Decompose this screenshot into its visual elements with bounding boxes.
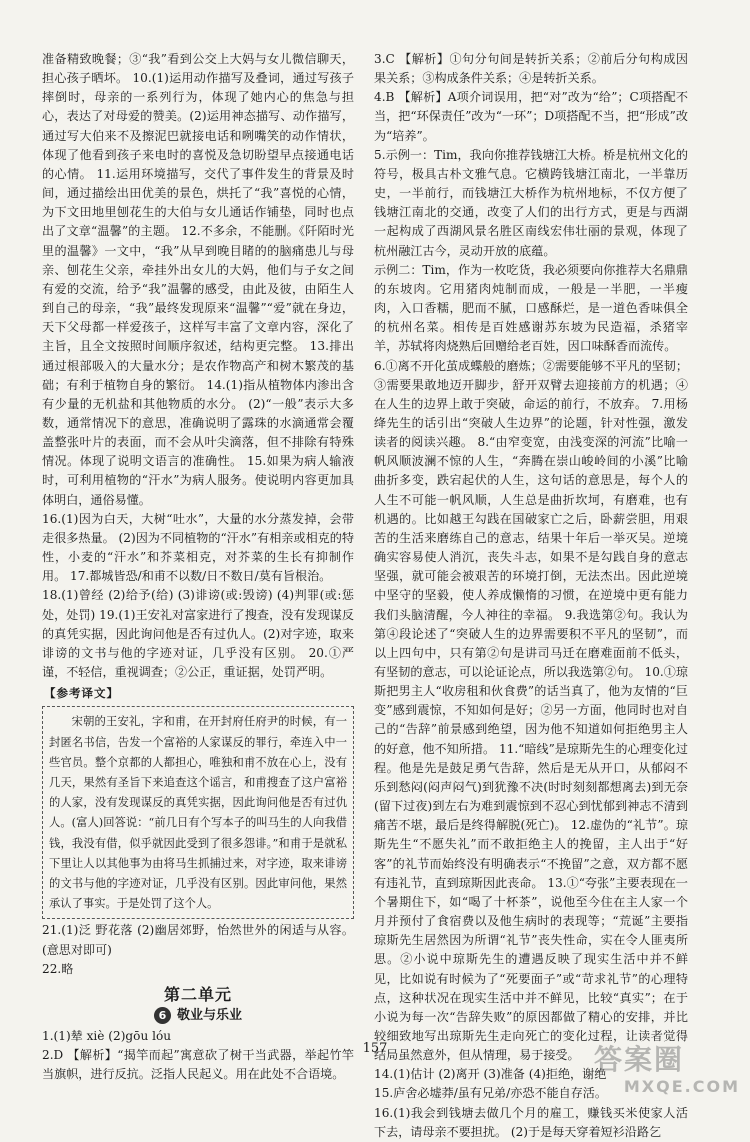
watermark-site-text: MXQE.COM — [623, 1077, 740, 1096]
lesson-title: 敬业与乐业 — [176, 1007, 242, 1023]
answer-block-q16: 16.(1)我会到钱塘去做几个月的雇工，赚钱买米使家人活下去，请母亲不要担扰。 (2)于是每天穿着短衫沿路乞 — [374, 1105, 688, 1139]
watermark-logo-text: 答案圈 — [594, 1043, 685, 1076]
answer-block-q10-15: 准备精致晚餐；③“我”看到公交上大妈与女儿微信聊天，担心孩子晒坏。 10.(1)运用动作描写及叠词，通过写孩子摔倒时，母亲的一系列行为，体现了她内心的焦急与担心，表达了对母爱的赞美。(2)运用神态描写、动作描写，通过写大伯来不及擦泥巴就接电话和咧嘴笑的动作情状，体现了他看到孩子来电时的喜悦及急切盼望早点接通电话的心情。 11.运用环境描写，交代了事件发生的背景及时间，通过描绘出田优美的景色，烘托了“我”喜悦的心情，为下文田地里刨花生的大伯与女儿通话作铺垫，同时也点出了文章“温馨”的主题。 12.不多余，不能删。《阡陌时光里的温馨》一文中，“我”从早到晚目睹的的脑痛患儿与母亲、刨花生父亲，牵挂外出女儿的大妈，他们与子女之间有爱的交流，给予“我”温馨的感受，由此及彼，由陌生人到自己的母亲，“我”最终发现原来“温馨”“爱”就在身边，天下父母都一样爱孩子，这样写丰富了文章内容，深化了主旨，且全文按照时间顺序叙述，结构更完整。 13.排出通过根部吸入的大量水分；是农作物高产和树木繁茂的基础；有利于植物自身的繁衍。 14.(1)指从植物体内渗出含有少量的无机盐和其他物质的水分。 (2)“一般”表示大多数，通常情况下的意思，准确说明了露珠的水滴通常会覆盖整张叶片的表面，而不会从叶尖滴落，但不排除有特殊情况。体现了说明文语言的准确性。 15.如果为病人输液时，可利用植物的“汗水”为病人服务。使说明内容更加具体明白，通俗易懂。 — [42, 52, 354, 507]
reference-translation-box: 宋朝的王安礼，字和甫，在开封府任府尹的时候，有一封匿名书信，告发一个富裕的人家谋反的罪行，牵连入中一些官员。整个京都的人都担心，唯独和甫不放在心上，没有几天，果然有圣旨下来追查这个谣言，和甫搜查了这户富裕的人家，没有发现谋反的真凭实据，因此询问他是否有过仇人。(富人)回答说：“前几日有个写本子的叫马生的人向我借钱，我没有借，似乎就因此受到了很多怨诽。”和甫于是就私下里让人以其他事为由将马生抓捕过来，对字迹，取来诽谤的文书与他的字迹对证，几乎没有区别。因此审问他，果然承认了事实。于是处罚了这个人。 — [42, 706, 354, 919]
answer-block-q3: 3.C 【解析】①句分句间是转折关系；②前后分句构成因果关系；③构成条件关系；④是转折关系。 — [374, 52, 688, 86]
answer-block-q5-example1: 5.示例一：Tim，我向你推荐钱塘江大桥。桥是杭州文化的符号，极具古朴文雅气息。它横跨钱塘江南北，一半靠历史，一半前行，而钱塘江大桥作为杭州地标，不仅方便了钱塘江南北的交通，改变了人们的出行方式，更是与西湖一起构成了西湖风景名胜区南线宏伟壮丽的景观，体现了杭州融江古今，灵动开放的底蕴。 — [374, 147, 688, 258]
answer-block-lesson-q1: 1.(1)辇 xiè (2)gōu lóu — [42, 1029, 172, 1044]
answer-block-q21: 21.(1)泛 野花落 (2)幽居郊野，怡然世外的闲适与从容。(意思对即可) — [42, 923, 354, 957]
answer-block-lesson-q2: 2.D 【解析】“揭竿而起”寓意砍了树干当武器，举起竹竿当旗帜，进行反抗。泛指人民起义。用在此处不合语境。 — [42, 1048, 354, 1082]
answer-block-q18-20: 18.(1)曾经 (2)给予(给) (3)诽谤(或:毁谤) (4)判罪(或:惩处，处罚) 19.(1)王安礼对富家进行了搜查，没有发现谋反的真凭实据，因此询问他是否有过仇人。(2)对字迹，取来诽谤的文书与他的字迹对证，几乎没有区别。 20.①严谨，不轻信，重视调查；②公正，重证据，处罚严明。 — [42, 588, 354, 679]
page-number: 157 — [362, 1041, 388, 1056]
lesson-number-badge: 6 — [154, 1007, 171, 1024]
unit-title: 第二单元 — [163, 984, 232, 1004]
answer-block-q15: 15.庐舍必墟莽/虽有兄弟/亦恐不能自存活。 — [374, 1086, 607, 1101]
answer-block-q16-17: 16.(1)因为白天，大树“吐水”，大量的水分蒸发掉，会带走很多热量。 (2)因为不同植物的“汗水”有相亲或相克的特性，小麦的“汗水”和芥菜相克，对芥菜的生长有抑制作用。 17.都城皆恐/和甫不以数/日不数日/莫有旨根治。 — [42, 511, 354, 584]
left-column — [42, 50, 354, 1085]
answer-block-q22: 22.略 — [42, 961, 74, 976]
answer-block-q4: 4.B 【解析】A项介词误用，把“对”改为“给”；C项搭配不当，把“环保责任”改为“一环”；D项搭配不当，把“形成”改为“培养”。 — [374, 90, 688, 143]
right-column — [374, 50, 688, 1142]
answer-block-q6-13: 6.①离不开化茧成蝶般的磨炼；②需要能够不平凡的坚韧；③需要果敢地迈开脚步，舒开双臂去迎接前方的机遇；④在人生的边界上敢于突破，命运的前行，不放弃。 7.用杨绛先生的话引出“突破人生边界”的论题，针对性强，激发读者的阅读兴趣。 8.“由窄变宽，由浅变深的河流”比喻一帆风顺波澜不惊的人生，“奔腾在崇山峻岭间的小溪”比喻曲折多变，跌宕起伏的人生，这句话的意思是，每个人的人生不可能一帆风顺，人生总是曲折坎坷，有磨难，也有机遇的。比如越王勾践在国破家亡之后，卧薪尝胆，用艰苦的生活来磨练自己的意志，结果十年后一举灭吴。逆境确实容易使人消沉，丧失斗志，如果不是勾践自身的意志坚强，就可能会被艰苦的环境打倒，无法杰出。因此逆境中坚守的坚毅，使人养成懒惰的习惯，在逆境中更有能力我们头脑清醒，今人神往的幸福。 9.我选第②句。我认为第④段论述了“突破人生的边界需要积不平凡的坚韧”，而以上四句中，只有第②句是讲司马迁在磨难面前不低头，有坚韧的意志，可以论证论点，所以我选第②句。 10.①琼斯把男主人“收房租和伙食费”的话当真了，他为友情的“巨变”感到震惊，不知如何是好；②另一方面，他同时也对自己的“告辞”前景感到绝望，因为他不知道如何拒绝男主人的好意，他不知所措。 11.“暗线”是琼斯先生的心理变化过程。他是先是鼓足勇气告辞，然后是无从开口，从郁闷不乐到愁闷(闷声闷气)到犹豫不决(时时刻刻都想离去)到无奈(留下过夜)到左右为难到震惊到不忍心到忧郁到神志不清到痛苦不堪，最后是终得解脱(死亡)。 12.虚伪的“礼节”。琼斯先生“不愿失礼”而不敢拒绝主人的挽留，主人出于“好客”的礼节而始终没有明确表示“不挽留”之意，双方都不愿有违礼节，直到琼斯因此丧命。 13.①“夸张”主要表现在一个暑期住下，如“喝了十杯茶”，说他至今住在主人家一个月并预付了食宿费以及他生病时的表现等；“荒诞”主要指琼斯先生居然因为所谓“礼节”丧失性命，实在令人匪夷所思。②小说中琼斯先生的遭遇反映了现实生活中并不鲜见，比如说有时候为了“死要面子”或“苛求礼节”的心理特点，这种状况在现实生活中并不鲜见，比较“真实”；在于小说为每一次“告辞失败”的原因都做了精心的安排，并比较细致地写出琼斯先生走向死亡的变化过程，让读者觉得结局虽然意外，但从情理，易于接受。 — [374, 358, 688, 1063]
lesson-heading — [42, 1006, 354, 1025]
translation-label: 【参考译文】 — [44, 686, 119, 701]
watermark-logo — [594, 1043, 744, 1099]
answer-block-q14: 14.(1)估计 (2)离开 (3)准备 (4)拒绝，谢绝 — [374, 1067, 607, 1082]
answer-block-q5-example2: 示例二：Tim，作为一枚吃货，我必须要向你推荐大名鼎鼎的东坡肉。它用猪肉炖制而成，一般是一半肥，一半瘦肉，入口香糯，肥而不腻，口感酥烂，是一道色香味俱全的杭州名菜。相传是百姓感谢苏东坡为民造福，杀猪宰羊，苏轼将肉烧熟后回赠给老百姓，因口味酥香而流传。 — [374, 262, 688, 354]
